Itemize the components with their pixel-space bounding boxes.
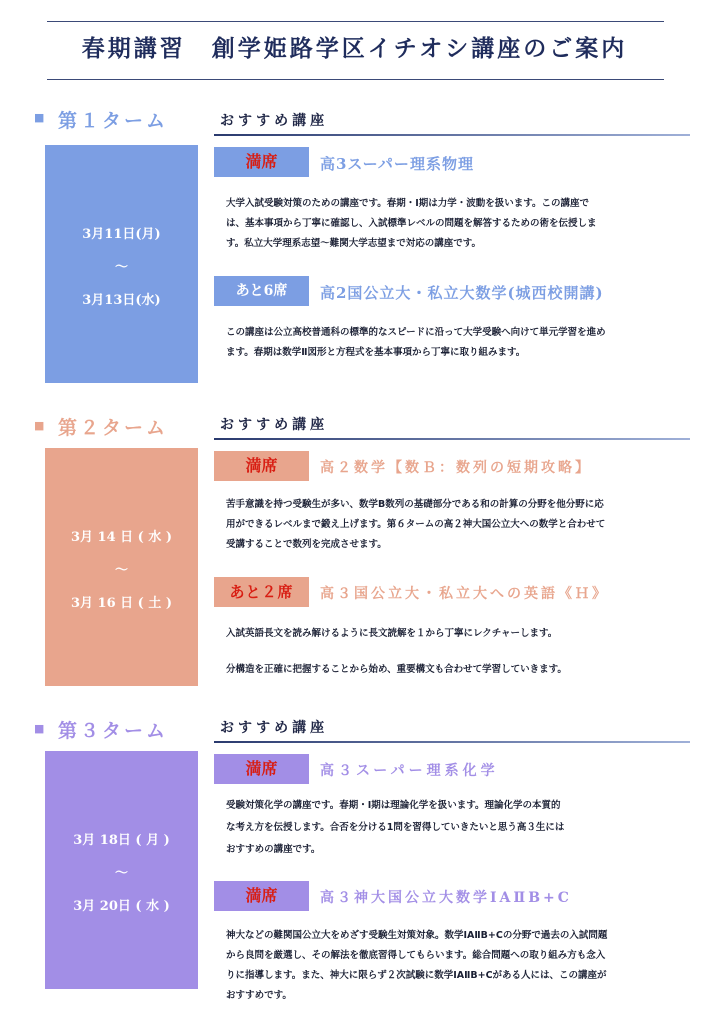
- term-2-date-tilde: ～: [114, 563, 128, 578]
- term-1-recommend-label: おすすめ講座: [220, 113, 329, 129]
- term-1-date-tilde: ～: [114, 260, 128, 275]
- course-description-line: 受験対策化学の講座です。春期・Ⅰ期は理論化学を扱います。理論化学の本質的: [226, 800, 561, 811]
- seat-status-badge: あと6席: [214, 276, 309, 306]
- course-description-line: おすすめです。: [226, 990, 292, 1001]
- course-description-line: す。私立大学理系志望～難関大学志望まで対応の講座です。: [226, 238, 481, 249]
- term-2-date-end: 3月 16 日 ( 土 ): [70, 596, 173, 611]
- course-description-line: は、基本事項から丁寧に確認し、入試標準レベルの問題を解答するための術を伝授しま: [226, 218, 597, 229]
- page-title: 春期講習 創学姫路学区イチオシ講座のご案内: [81, 35, 628, 62]
- term-3-date-tilde: ～: [114, 866, 128, 881]
- term-3-title: 第３ターム: [58, 720, 169, 742]
- course-description-line: 分構造を正確に把握することから始め、重要構文も合わせて学習していきます。: [226, 664, 567, 675]
- header-rule-top: [47, 21, 664, 22]
- seat-status-badge: 満席: [214, 754, 309, 784]
- course-description-line: 入試英語長文を読み解けるように長文読解を１から丁寧にレクチャーします。: [226, 628, 558, 639]
- course-title: 高３国公立大・私立大への英語《Ｈ》: [320, 586, 609, 602]
- seat-status-badge: 満席: [214, 147, 309, 177]
- term-1-date-end: 3月13日(水): [82, 293, 161, 308]
- term-2-date-start: 3月 14 日 ( 水 ): [70, 530, 173, 545]
- course-title: 高２数学【数Ｂ：数列の短期攻略】: [320, 460, 592, 476]
- seat-status-badge: あと２席: [214, 577, 309, 607]
- course-title: 高2国公立大・私立大数学(城西校開講): [320, 284, 604, 302]
- term-3-recommend-rule: [214, 741, 690, 743]
- seat-status-badge: 満席: [214, 451, 309, 481]
- term-1-date-box: [45, 145, 198, 383]
- header-rule-bottom: [47, 79, 664, 80]
- term-3-date-end: 3月 20日 ( 水 ): [73, 899, 170, 914]
- term-2-date-box: [45, 448, 198, 686]
- term-3-date-start: 3月 18日 ( 月 ): [73, 833, 170, 848]
- term-2-title: 第２ターム: [58, 417, 169, 439]
- course-title: 高３神大国公立大数学ⅠAⅡB+C: [320, 890, 572, 906]
- course-description-line: この講座は公立高校普通科の標準的なスピードに沿って大学受験へ向けて単元学習を進め: [226, 327, 606, 338]
- course-description-line: おすすめの講座です。: [226, 844, 321, 855]
- term-3-recommend-label: おすすめ講座: [220, 720, 329, 736]
- course-title: 高３スーパー理系化学: [320, 763, 499, 779]
- term-1-title: 第１ターム: [58, 110, 169, 132]
- course-description-line: 苦手意識を持つ受験生が多い、数学B数列の基礎部分である和の計算の分野を他分野に応: [226, 499, 604, 510]
- term-2-bullet-icon: ■: [34, 419, 45, 432]
- course-description-line: りに指導します。また、神大に限らず２次試験に数学ⅠAⅡB+Cがある人には、この講座が: [226, 970, 607, 981]
- course-description-line: 大学入試受験対策のための講座です。春期・Ⅰ期は力学・波動を扱います。この講座で: [226, 198, 590, 209]
- term-1-date-start: 3月11日(月): [82, 227, 161, 242]
- course-description-line: 用ができるレベルまで鍛え上げます。第６タームの高２神大国公立大への数学と合わせて: [226, 519, 606, 530]
- term-1-recommend-rule: [214, 134, 690, 136]
- course-description-line: な考え方を伝授します。合否を分ける1問を習得していきたいと思う高３生には: [226, 822, 565, 833]
- course-description-line: ます。春期は数学Ⅱ図形と方程式を基本事項から丁寧に取り組みます。: [226, 347, 526, 358]
- term-3-bullet-icon: ■: [34, 722, 45, 735]
- course-description-line: 受講することで数列を完成させます。: [226, 539, 387, 550]
- term-1-bullet-icon: ■: [34, 111, 45, 124]
- course-description-line: 神大などの難関国公立大をめざす受験生対策対象。数学ⅠAⅡB+Cの分野で過去の入試問題: [226, 930, 608, 941]
- course-description-line: から良問を厳選し、その解法を徹底習得してもらいます。総合問題への取り組み方も念入: [226, 950, 606, 961]
- seat-status-badge: 満席: [214, 881, 309, 911]
- term-3-date-box: [45, 751, 198, 989]
- term-2-recommend-rule: [214, 438, 690, 440]
- course-title: 高3スーパー理系物理: [320, 155, 474, 173]
- term-2-recommend-label: おすすめ講座: [220, 417, 329, 433]
